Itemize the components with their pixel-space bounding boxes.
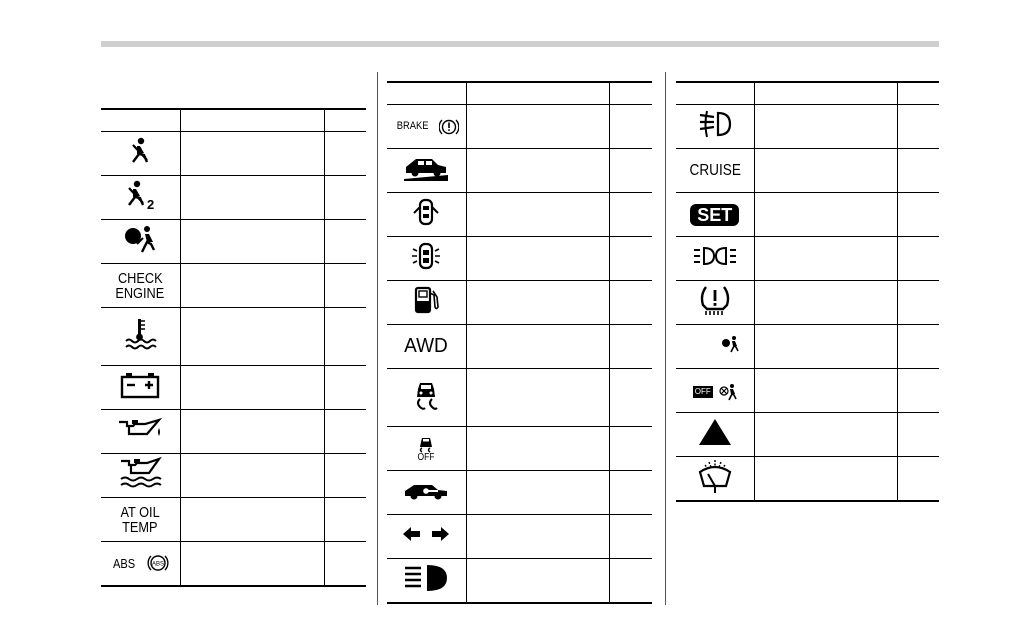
table-header-row <box>101 109 366 132</box>
table-row <box>101 308 366 366</box>
symbol-cell <box>676 237 754 281</box>
indicator-table-2 <box>387 81 652 604</box>
oil-pressure-icon <box>117 416 163 442</box>
name-cell <box>466 82 609 105</box>
coolant-temperature-icon <box>123 317 157 351</box>
symbol-cell <box>101 410 180 454</box>
at-oil-label-2: TEMP <box>122 519 158 536</box>
symbol-cell <box>101 498 180 542</box>
name-cell <box>754 281 897 325</box>
symbol-cell <box>101 220 180 264</box>
cruise-label: CRUISE <box>689 161 741 179</box>
table-row <box>101 454 366 498</box>
name-cell <box>180 176 324 220</box>
svg-text:2: 2 <box>147 197 155 211</box>
header-name-cell <box>180 109 324 132</box>
table-row <box>676 281 939 325</box>
symbol-cell <box>101 308 180 366</box>
brake-label: BRAKE <box>396 120 429 133</box>
page-cell <box>324 132 366 176</box>
set-label: SET <box>697 204 733 225</box>
table-row <box>387 559 652 603</box>
page-cell <box>897 149 939 193</box>
table-row <box>101 220 366 264</box>
name-cell <box>466 281 609 325</box>
brake-icon <box>394 117 459 137</box>
key-car-icon <box>402 479 450 501</box>
table-row <box>101 410 366 454</box>
page-cell <box>897 325 939 369</box>
check-engine-label-1: CHECK <box>117 270 163 287</box>
symbol-cell <box>387 325 466 369</box>
symbol-cell <box>387 237 466 281</box>
cruise-icon <box>685 163 745 179</box>
table-header-row <box>387 82 652 105</box>
symbol-cell <box>387 193 466 237</box>
page-cell <box>897 237 939 281</box>
table-row <box>387 149 652 193</box>
turn-signal-icon <box>403 526 449 542</box>
table-row <box>676 325 939 369</box>
page-cell <box>897 413 939 457</box>
header-rule <box>101 41 939 47</box>
page-cell <box>324 176 366 220</box>
name-cell <box>466 427 609 471</box>
front-fog-icon <box>696 109 734 139</box>
name-cell <box>180 308 324 366</box>
svg-text:ABS: ABS <box>152 561 165 568</box>
symbol-cell <box>676 457 754 501</box>
high-beam-icon <box>403 563 449 593</box>
symbol-cell <box>676 193 754 237</box>
page-cell <box>897 105 939 149</box>
name-cell <box>180 542 324 586</box>
page-cell <box>609 149 652 193</box>
security-icon <box>410 241 442 271</box>
page-cell <box>897 82 939 105</box>
name-cell <box>466 149 609 193</box>
table-row <box>387 515 652 559</box>
table-row <box>101 498 366 542</box>
name-cell <box>180 132 324 176</box>
table-header-row <box>676 82 939 105</box>
symbol-cell <box>676 149 754 193</box>
page-cell <box>609 559 652 603</box>
symbol-cell <box>676 413 754 457</box>
symbol-cell <box>387 149 466 193</box>
header-symbol-cell <box>101 109 180 132</box>
table-row <box>387 193 652 237</box>
table-row <box>387 105 652 149</box>
warning-triangle-icon <box>698 417 732 447</box>
table-row <box>676 369 939 413</box>
name-cell <box>180 498 324 542</box>
check-engine-label-2: ENGINE <box>115 285 165 302</box>
airbag-icon <box>123 224 157 254</box>
table-row <box>101 132 366 176</box>
name-cell <box>754 413 897 457</box>
name-cell <box>466 369 609 427</box>
table-row <box>676 193 939 237</box>
passenger-airbag-icon <box>691 335 739 353</box>
name-cell <box>754 369 897 413</box>
page-cell <box>897 369 939 413</box>
symbol-cell <box>101 542 180 586</box>
indicator-table-3 <box>676 81 939 502</box>
door-open-icon <box>411 197 441 227</box>
oil-level-icon <box>117 457 163 489</box>
symbol-cell <box>387 281 466 325</box>
table-row <box>387 427 652 471</box>
table-row <box>676 413 939 457</box>
page-cell <box>324 410 366 454</box>
awd-icon <box>403 336 449 356</box>
at-oil-label-1: AT OIL <box>120 504 160 521</box>
table-row <box>387 369 652 427</box>
name-cell <box>754 149 897 193</box>
symbol-cell <box>101 366 180 410</box>
battery-icon <box>120 371 160 399</box>
set-icon <box>690 204 739 226</box>
name-cell <box>466 325 609 369</box>
check-engine-icon <box>111 271 169 301</box>
page-cell <box>609 515 652 559</box>
symbol-cell <box>387 559 466 603</box>
header-page-cell <box>324 109 366 132</box>
symbol-cell <box>387 427 466 471</box>
name-cell <box>466 471 609 515</box>
symbol-cell <box>676 281 754 325</box>
symbol-cell <box>101 176 180 220</box>
name-cell <box>754 325 897 369</box>
table-row <box>676 457 939 501</box>
symbol-cell <box>387 471 466 515</box>
page-cell <box>609 281 652 325</box>
page-cell <box>324 454 366 498</box>
name-cell <box>466 559 609 603</box>
seatbelt-icon <box>125 136 155 166</box>
skid-icon <box>411 379 441 411</box>
airbag-off-label: OFF <box>694 386 711 396</box>
page-cell <box>324 264 366 308</box>
page-cell <box>897 193 939 237</box>
table-row <box>387 237 652 281</box>
name-cell <box>754 193 897 237</box>
name-cell <box>180 264 324 308</box>
table-row <box>101 366 366 410</box>
table-row <box>387 325 652 369</box>
table-row <box>676 105 939 149</box>
name-cell <box>466 237 609 281</box>
table-row <box>387 281 652 325</box>
washer-fluid-icon <box>697 458 733 494</box>
column-separator-2 <box>665 72 666 605</box>
name-cell <box>180 454 324 498</box>
column-separator-1 <box>377 72 378 605</box>
page-cell <box>609 369 652 427</box>
table-row <box>101 542 366 586</box>
symbol-cell <box>387 82 466 105</box>
symbol-cell <box>676 369 754 413</box>
low-fuel-slope-car-icon <box>402 153 450 183</box>
symbol-cell <box>387 105 466 149</box>
symbol-cell <box>387 369 466 427</box>
page-cell <box>897 281 939 325</box>
symbol-cell <box>676 82 754 105</box>
page-cell <box>609 193 652 237</box>
name-cell <box>466 193 609 237</box>
page-cell <box>609 325 652 369</box>
name-cell <box>466 515 609 559</box>
indicator-table-1 <box>101 108 366 587</box>
name-cell <box>180 410 324 454</box>
page-cell <box>897 457 939 501</box>
abs-label: ABS <box>113 555 136 571</box>
fuel-icon <box>411 285 441 315</box>
page-cell <box>324 498 366 542</box>
skid-off-icon <box>416 435 436 463</box>
page-cell <box>609 427 652 471</box>
name-cell <box>180 366 324 410</box>
skid-off-label: OFF <box>417 451 435 463</box>
page-cell <box>609 105 652 149</box>
name-cell <box>180 220 324 264</box>
symbol-cell <box>676 105 754 149</box>
table-row <box>676 149 939 193</box>
at-oil-temp-icon <box>117 505 163 535</box>
name-cell <box>754 82 897 105</box>
rear-seatbelt-icon <box>123 179 157 211</box>
name-cell <box>754 237 897 281</box>
name-cell <box>466 105 609 149</box>
table-row <box>101 264 366 308</box>
symbol-cell <box>387 515 466 559</box>
page-cell <box>609 237 652 281</box>
table-row <box>101 176 366 220</box>
table-row <box>676 237 939 281</box>
page-cell <box>324 220 366 264</box>
name-cell <box>754 457 897 501</box>
table-row <box>387 471 652 515</box>
page-cell <box>324 542 366 586</box>
symbol-cell <box>101 132 180 176</box>
page-cell <box>609 471 652 515</box>
position-light-icon <box>692 245 738 267</box>
symbol-cell <box>101 454 180 498</box>
page-cell <box>609 82 652 105</box>
name-cell <box>754 105 897 149</box>
passenger-airbag-off-icon <box>693 383 737 401</box>
page-cell <box>324 366 366 410</box>
symbol-cell <box>676 325 754 369</box>
awd-label: AWD <box>404 335 449 357</box>
symbol-cell <box>101 264 180 308</box>
abs-icon <box>111 552 169 574</box>
tire-pressure-icon <box>697 283 733 317</box>
page-cell <box>324 308 366 366</box>
